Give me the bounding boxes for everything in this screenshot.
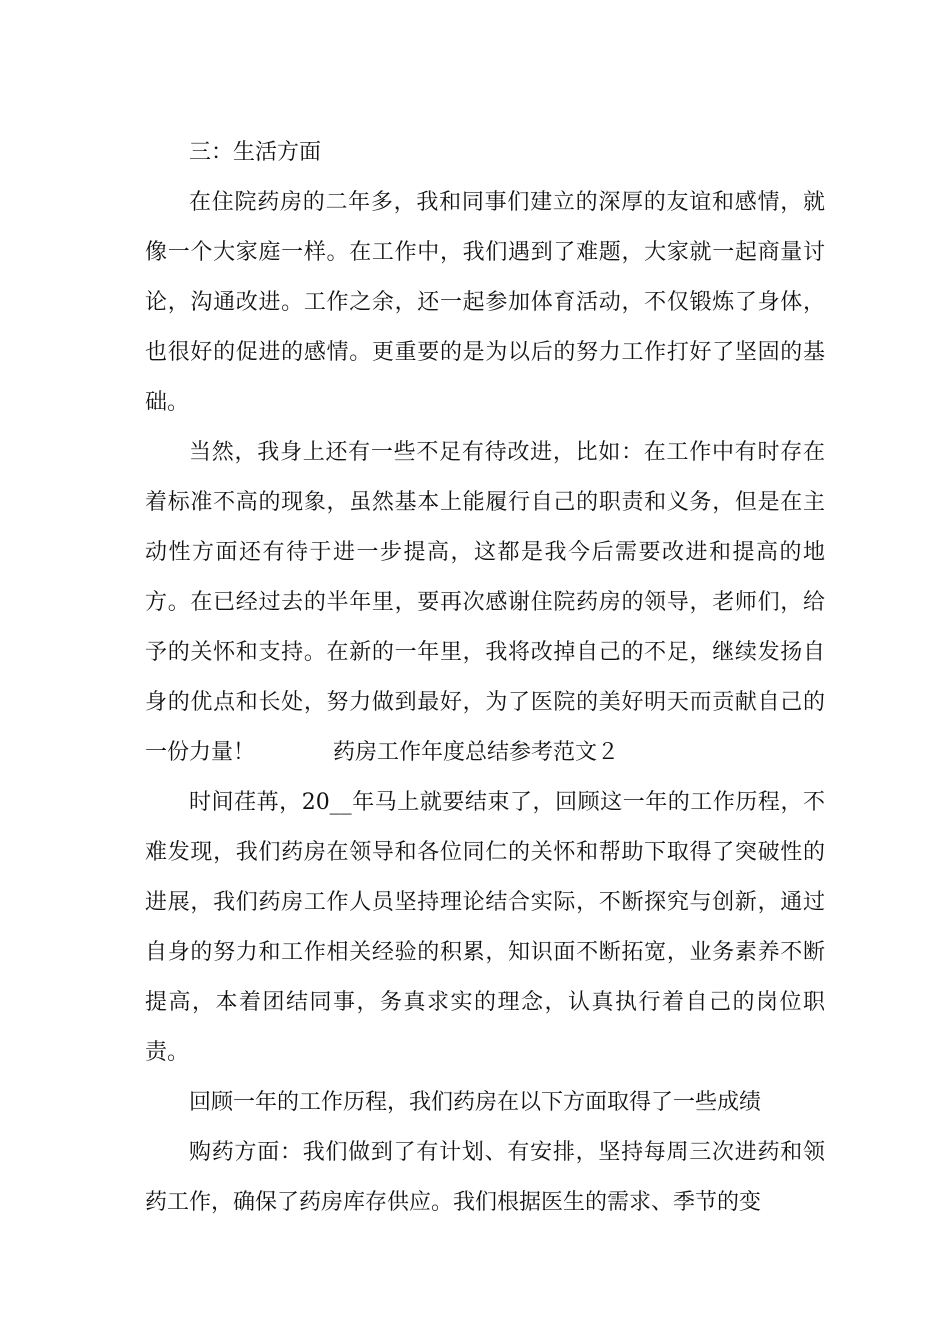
paragraph-shortcomings-text: 当然，我身上还有一些不足有待改进，比如：在工作中有时存在着标准不高的现象，虽然基本上能履行自己的职责和义务，但是在主动性方面还有待于进一步提高，这都是我今后需要改进和提高的地方。在已经过去的半年里，要再次感谢住院药房的领导，老师们，给予的关怀和支持。在新的一年里，我将改掉自己的不足，继续发扬自身的优点和长处，努力做到最好，为了医院的美好明天而贡献自己的一份力量！ xyxy=(145,440,825,765)
paragraph-shortcomings xyxy=(145,428,825,778)
paragraph-achievements-intro: 回顾一年的工作历程，我们药房在以下方面取得了一些成绩 xyxy=(189,1090,762,1115)
section-heading: 三：生活方面 xyxy=(189,140,322,165)
paragraph-life: 在住院药房的二年多，我和同事们建立的深厚的友谊和感情，就像一个大家庭一样。在工作中，我们遇到了难题，大家就一起商量讨论，沟通改进。工作之余，还一起参加体育活动，不仅锻炼了身体，也很好的促进的感情。更重要的是为以后的努力工作打好了坚固的基础。 xyxy=(145,190,825,415)
paragraph-year-review: 时间荏苒，20__年马上就要结束了，回顾这一年的工作历程，不难发现，我们药房在领导和各位同仁的关怀和帮助下取得了突破性的进展，我们药房工作人员坚持理论结合实际，不断探究与创新，通过自身的努力和工作相关经验的积累，知识面不断拓宽，业务素养不断提高，本着团结同事，务真求实的理念，认真执行着自己的岗位职责。 xyxy=(145,790,825,1065)
inline-section-title: 药房工作年度总结参考范文２ xyxy=(333,740,620,765)
paragraph-purchasing: 购药方面：我们做到了有计划、有安排，坚持每周三次进药和领药工作，确保了药房库存供应。我们根据医生的需求、季节的变 xyxy=(145,1140,825,1215)
document-body xyxy=(145,128,825,1228)
